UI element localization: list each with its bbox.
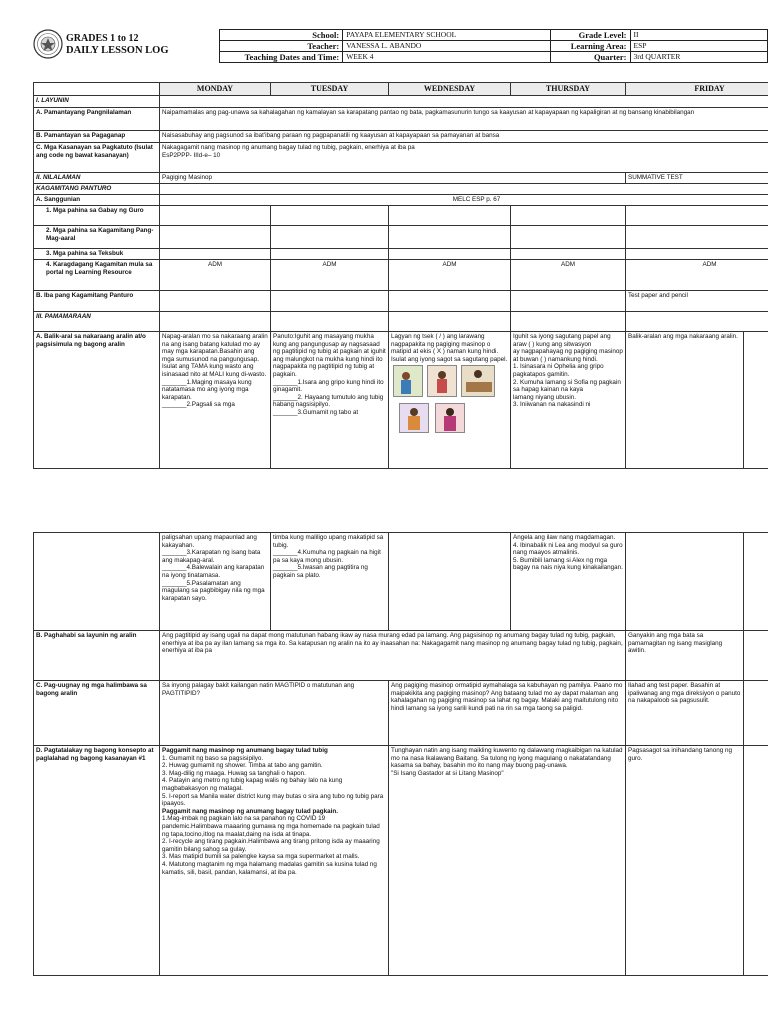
story-title: "Si Isang Gastador at si Litang Masinop" — [391, 769, 504, 777]
school-value: PAYAPA ELEMENTARY SCHOOL — [343, 30, 551, 41]
lesson-table-page2 — [33, 532, 768, 976]
grade-value: II — [630, 30, 767, 41]
row-label-pag-uugnay: C. Pag-uugnay ng mga halimbawa sa bagong aralin — [34, 681, 160, 746]
deped-seal-icon — [33, 29, 63, 59]
corner-cell — [34, 83, 160, 96]
picture-3 — [461, 365, 495, 397]
lesson-table-page1 — [33, 82, 768, 469]
picture-4 — [399, 403, 429, 433]
nilalaman-text: Pagiging Masinop — [160, 173, 626, 184]
pag-uugnay-friday: Ilahad ang test paper. Basahin at ipaliwanag ang mga direksiyon o panuto na nakapaloob sa pagsusulit. — [626, 681, 744, 746]
row-label-balik-aral: A. Balik-aral sa nakaraang aralin at/o pagsisimula ng bagong aralin — [34, 332, 160, 469]
adm-tuesday: ADM — [271, 260, 389, 291]
tubig-heading: Paggamit nang masinop ng anumang bagay tulad tubig — [162, 747, 328, 754]
balik-aral-monday: Napag-aralan mo sa nakaraang aralin na ang isang batang katulad mo ay may mga karapatan.Basahin ang mga sumusunod na pangungusap. Isulat ang TAMA kung wasto ang isinasaad nito at MALI kung di-wasto. _______1.Maging masaya kung natatamasa mo ang iyong mga karapatan. _______2.Pagsali sa mga — [160, 332, 271, 469]
school-label: School: — [220, 30, 343, 41]
area-label: Learning Area: — [551, 41, 630, 52]
quarter-value: 3rd QUARTER — [630, 52, 767, 63]
pagaganap-text: Naisasabuhay ang pagsunod sa ibat'ibang paraan ng pagpapanatili ng kaayusan at kapayapaan sa pamayanan at bansa — [160, 131, 768, 143]
picture-2 — [427, 365, 457, 397]
kasanayan-text: Nakagagamit nang masinop ng anumang bagay tulad ng tubig, pagkain, enerhiya at iba pa — [162, 144, 415, 151]
empty-cell — [160, 184, 768, 195]
row-label-kagamitan-mag-aaral: 2. Mga pahina sa Kagamitang Pang-Mag-aaral — [34, 226, 160, 249]
teacher-value: VANESSA L. ABANDO — [343, 41, 551, 52]
pag-uugnay-right: Ang pagiging masinop ormatipid aymahalaga sa kabuhayan ng pamilya. Paano mo maipakikita ang pagiging masinop? Ang bataang tulad mo ay dapat malaman ang kahalagahan ng pagiging masinop sa lahat ng bagay. Malaki ang maitutulong nito hindi lamang sa iyong sarili kundi pati na rin sa mga taong sa paligid. — [389, 681, 626, 746]
pangnilalaman-text: Naipamamalas ang pag-unawa sa kahalagahan ng kamalayan sa karapatang pantao ng bata, pagkamasunurin tungo sa kaayusan at kapayapaan ng kapaligiran at ng bansang kinabibilangan — [160, 108, 768, 131]
summative-test: SUMMATIVE TEST — [626, 173, 768, 184]
balik-aral-friday: Balik-aralan ang mga nakaraang aralin. — [626, 332, 744, 469]
teacher-label: Teacher: — [220, 41, 343, 52]
pagtatalakay-friday: Pagsasagot sa inihandang tanong ng guro. — [626, 746, 744, 976]
row-label-gabay: 1. Mga pahina sa Gabay ng Guro — [34, 206, 160, 226]
adm-monday: ADM — [160, 260, 271, 291]
paghahabi-text: Ang pagtitipid ay isang ugali na dapat mong matutunan habang ikaw ay nasa murang edad pa lamang. Ang pagsisinop ng anumang bagay tulad ng tubig, pagkain, enerhiya at iba pa ay ilan lamang sa mga ito. Sa katapusan ng aralin na ito ay inaasahan na: Nakagagamit nang masinop ng anumang bagay tulad ng tubig, pagkain, enerhiya at iba pa — [160, 631, 626, 681]
row-label-pangnilalaman: A. Pamantayang Pangnilalaman — [34, 108, 160, 131]
day-thursday: THURSDAY — [511, 83, 626, 96]
continued-label-cell — [34, 533, 160, 631]
day-wednesday: WEDNESDAY — [389, 83, 511, 96]
quarter-label: Quarter: — [551, 52, 630, 63]
pagkain-heading: Paggamit nang masinop ng anumang bagay tulad pagkain. — [162, 807, 338, 815]
form-title: GRADES 1 to 12 DAILY LESSON LOG — [66, 33, 169, 56]
section-kagamitan: KAGAMITANG PANTURO — [34, 184, 160, 195]
paghahabi-friday: Ganyakin ang mga bata sa pamamagitan ng isang masiglang awitin. — [626, 631, 744, 681]
pag-uugnay-left: Sa inyong palagay bakit kailangan natin MAGTIPID o matutunan ang PAGTITIPID? — [160, 681, 389, 746]
cont-monday: paligsahan upang mapaunlad ang kakayahan. _______3.Karapatan ng isang bata ang makapag-aral. _______4.Balewalain ang karapatan na iyong tinatamasa. _______5.Pasalamatan ang magulang sa pagbibigay nila ng mga karapatan sayo. — [160, 533, 271, 631]
cont-thursday: Angela ang ilaw nang magdamagan. 4. Ibinabalik ni Lea ang modyul sa guro nang maayos atmalinis. 5. Bumibili lamang si Alex ng mga bagay na nais niya kung kinakailangan. — [511, 533, 626, 631]
day-tuesday: TUESDAY — [271, 83, 389, 96]
balik-aral-thursday: Iguhit sa iyong sagutang papel ang araw ( ) kung ang sitwasyon ay nagpapahayag ng pagiging masinop at buwan ( ) namankung hindi. 1. Isinasara ni Ophelia ang gripo pagkatapos gamitin. 2. Kumuha lamang si Sofia ng pagkain sa hapag kainan na kaya lamang niyang ubusin. 3. Iniiwanan na nakasindi ni — [511, 332, 626, 469]
adm-friday: ADM — [626, 260, 768, 291]
pagtatalakay-right: Tunghayan natin ang isang maikling kuwento ng dalawang magkaibigan na katulad mo na nasa Ikalawang Baitang. Sa tulong ng iyong magulang o nakatatandang kasama sa bahay, basahin mo ito nang may buong pag-unawa. "Si Isang Gastador at si Litang Masinop" — [389, 746, 626, 976]
section-pamamaraan: III. PAMAMARAAN — [34, 312, 160, 332]
info-table — [219, 29, 768, 63]
cont-tuesday: timba kung maliligo upang makatipid sa tubig. _______4.Kumuha ng pagkain na higit pa sa kaya mong ubusin. _______5.Iwasan ang pagtitira ng pagkain sa plato. — [271, 533, 389, 631]
empty-cell — [160, 96, 768, 108]
wednesday-pictures — [391, 365, 508, 435]
pagtatalakay-left: Paggamit nang masinop ng anumang bagay tulad tubig 1. Gumamit ng baso sa pagsisipilyo. 2. Huwag gumamit ng shower. Timba at tabo ang gamitin. 3. Mag-dilig ng maaga. Huwag sa tanghali o hapon. 4. Patayin ang metro ng tubig kapag walis ng bahay lalo na kung magbabakasyon ng matagal. 5. I-report sa Manila water district kung may butas o sira ang tubo ng tubig para ipaayos. Paggamit nang masinop ng anumang bagay tulad pagkain. 1.Mag-imbak ng pagkain lalo na sa panahon ng COVID 19 pandemic.Halimbawa maaaring gumawa ng mga homemade na pagkain tulad ng tapa,tocino,itlog na maalat,daing na isda at tinapa. 2. I-recycle ang tirang pagkain.Halimbawa ang tirang pritong isda ay maaaring gamitin bilang sahog sa gulay. 3. Mas matipid bumili sa palengke kaysa sa mga supermarket at malls. 4. Matutong magtanim ng mga halamang madalas gamitin sa kusina tulad ng kamatis, sili, basil, pandan, kalamansi, at iba pa. — [160, 746, 389, 976]
row-label-karagdagang: 4. Karagdagang Kagamitan mula sa portal ng Learning Resource — [34, 260, 160, 291]
kasanayan-cell — [160, 143, 768, 173]
cont-friday — [626, 533, 744, 631]
row-label-pagaganap: B. Pamantayan sa Pagaganap — [34, 131, 160, 143]
row-label-kasanayan: C. Mga Kasanayan sa Pagkatuto (Isulat ang code ng bawat kasanayan) — [34, 143, 160, 173]
section-nilalaman: II. NILALAMAN — [34, 173, 160, 184]
adm-wednesday: ADM — [389, 260, 511, 291]
picture-1 — [393, 365, 423, 397]
adm-thursday: ADM — [511, 260, 626, 291]
dates-value: WEEK 4 — [343, 52, 551, 63]
kasanayan-code: EsP2PPP- IIId-e– 10 — [162, 151, 221, 159]
melc-reference: MELC ESP p. 67 — [160, 195, 768, 206]
grade-label: Grade Level: — [551, 30, 630, 41]
area-value: ESP — [630, 41, 767, 52]
section-layunin: I. LAYUNIN — [34, 96, 160, 108]
iba-friday: Test paper and pencil — [626, 291, 768, 312]
balik-aral-tuesday: Panuto:Iguhit ang masayang mukha kung ang pangungusap ay nagsasaad ng pagtitipid ng tubig at pagkain at iguhit ang malungkot na mukha kung hindi ito nagpapakita ng pagtitipid ng tubig at pagkain. _______1.Isara ang gripo kung hindi ito ginagamit. _______2. Hayaang tumutulo ang tubig habang nagsisipilyo. _______3.Gumamit ng tabo at — [271, 332, 389, 469]
row-label-iba-pang-kagamitan: B. Iba pang Kagamitang Panturo — [34, 291, 160, 312]
picture-5 — [435, 403, 465, 433]
cont-wednesday — [389, 533, 511, 631]
row-label-teksbuk: 3. Mga pahina sa Teksbuk — [34, 249, 160, 260]
dates-label: Teaching Dates and Time: — [220, 52, 343, 63]
row-label-pagtatalakay: D. Pagtatalakay ng bagong konsepto at paglalahad ng bagong kasanayan #1 — [34, 746, 160, 976]
day-monday: MONDAY — [160, 83, 271, 96]
row-label-sanggunian: A. Sanggunian — [34, 195, 160, 206]
header — [33, 29, 768, 64]
balik-aral-wednesday: Lagyan ng tsek ( / ) ang larawang nagpapakita ng pagiging masinop o matipid at ekis ( X ) naman kung hindi. Isulat ang iyong sagot sa sagutang papel. — [389, 332, 511, 469]
row-label-paghahabi: B. Paghahabi sa layunin ng aralin — [34, 631, 160, 681]
day-friday: FRIDAY — [626, 83, 768, 96]
